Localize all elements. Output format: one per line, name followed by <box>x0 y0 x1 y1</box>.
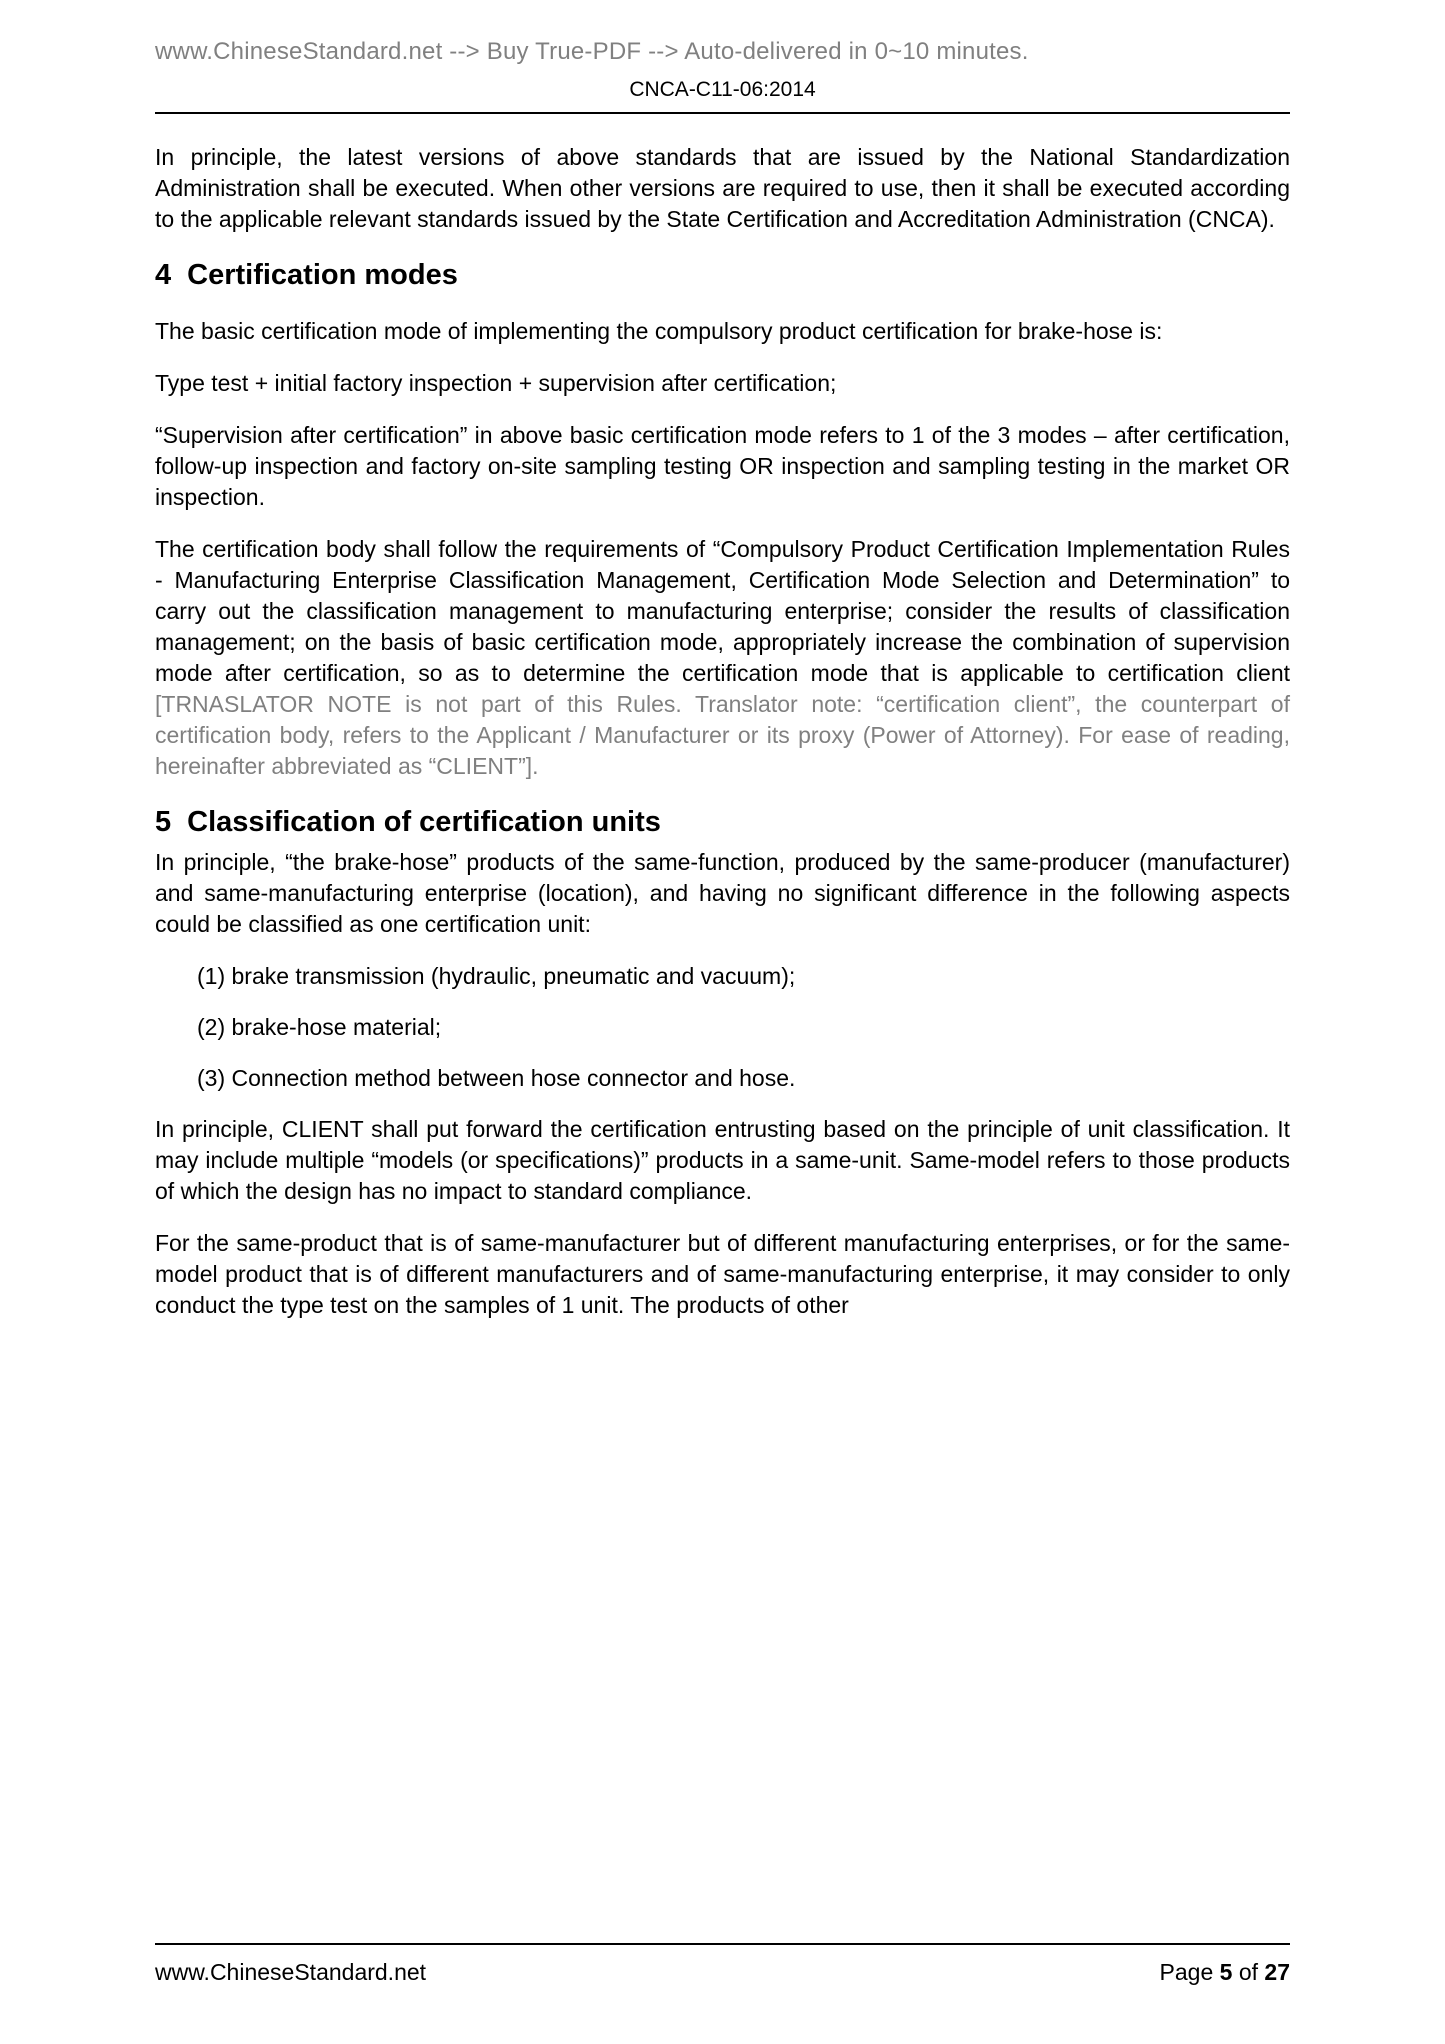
page-number: 5 <box>1219 1959 1233 1985</box>
paragraph-type-test: Type test + initial factory inspection + supervision after certification; <box>155 370 837 396</box>
page-label: Page <box>1159 1959 1214 1985</box>
footer-site-link[interactable]: www.ChineseStandard.net <box>155 1959 427 1985</box>
page-indicator <box>1160 1959 1290 1986</box>
list-item-1: (1) brake transmission (hydraulic, pneumatic and vacuum); <box>197 963 796 989</box>
document-id: CNCA-C11-06:2014 <box>155 78 1290 114</box>
paragraph-same-product: For the same-product that is of same-manufacturer but of different manufacturing enterprises, or for the same-model product that is of different manufacturers and of same-manufacturing enterprise, it may consider to only conduct the type test on the samples of 1 unit. The products of other <box>155 1230 1290 1318</box>
document-body <box>0 114 1445 1321</box>
list-item-3: (3) Connection method between hose connector and hose. <box>197 1065 796 1091</box>
section-5-number: 5 <box>155 806 172 838</box>
section-5-heading <box>155 806 1290 839</box>
paragraph-basic-mode: The basic certification mode of implementing the compulsory product certification for brake-hose is: <box>155 318 1163 344</box>
paragraph-certification-body-text: The certification body shall follow the requirements of “Compulsory Product Certification Implementation Rules - Manufacturing Enterprise Classification Management, Certification Mode Selection and Determination” to carry out the classification management to manufacturing enterprise; consider the results of classification management; on the basis of basic certification mode, appropriately increase the combination of supervision mode after certification, so as to determine the certification mode that is applicable to certification client <box>155 536 1290 686</box>
section-4-title: Certification modes <box>187 259 458 291</box>
page-header <box>0 0 1445 114</box>
classification-list <box>155 961 1290 1094</box>
header-promo-text: www.ChineseStandard.net --> Buy True-PDF --> Auto-delivered in 0~10 minutes. <box>155 38 1029 65</box>
section-4-heading <box>155 259 1290 292</box>
section-5-title: Classification of certification units <box>187 806 661 838</box>
section-4-number: 4 <box>155 259 172 291</box>
paragraph-units: In principle, “the brake-hose” products of the same-function, produced by the same-producer (manufacturer) and same-manufacturing enterprise (location), and having no significant difference in the following aspects could be classified as one certification unit: <box>155 849 1290 937</box>
paragraph-entrusting: In principle, CLIENT shall put forward the certification entrusting based on the principle of unit classification. It may include multiple “models (or specifications)” products in a same-unit. Same-model refers to those products of which the design has no impact to standard compliance. <box>155 1116 1290 1204</box>
translator-note: [TRNASLATOR NOTE is not part of this Rules. Translator note: “certification client”, the counterpart of certification body, refers to the Applicant / Manufacturer or its proxy (Power of Attorney). For ease of reading, hereinafter abbreviated as “CLIENT”]. <box>155 691 1290 779</box>
total-pages: 27 <box>1264 1959 1290 1985</box>
list-item-2: (2) brake-hose material; <box>197 1014 442 1040</box>
page-footer <box>155 1943 1290 1986</box>
of-label: of <box>1238 1959 1259 1985</box>
paragraph-certification-body <box>155 534 1290 782</box>
paragraph-supervision: “Supervision after certification” in above basic certification mode refers to 1 of the 3 modes – after certification, follow-up inspection and factory on-site sampling testing OR inspection and sampling testing in the market OR inspection. <box>155 422 1290 510</box>
paragraph-intro: In principle, the latest versions of above standards that are issued by the National Standardization Administration shall be executed. When other versions are required to use, then it shall be executed according to the applicable relevant standards issued by the State Certification and Accreditation Administration (CNCA). <box>155 144 1290 232</box>
